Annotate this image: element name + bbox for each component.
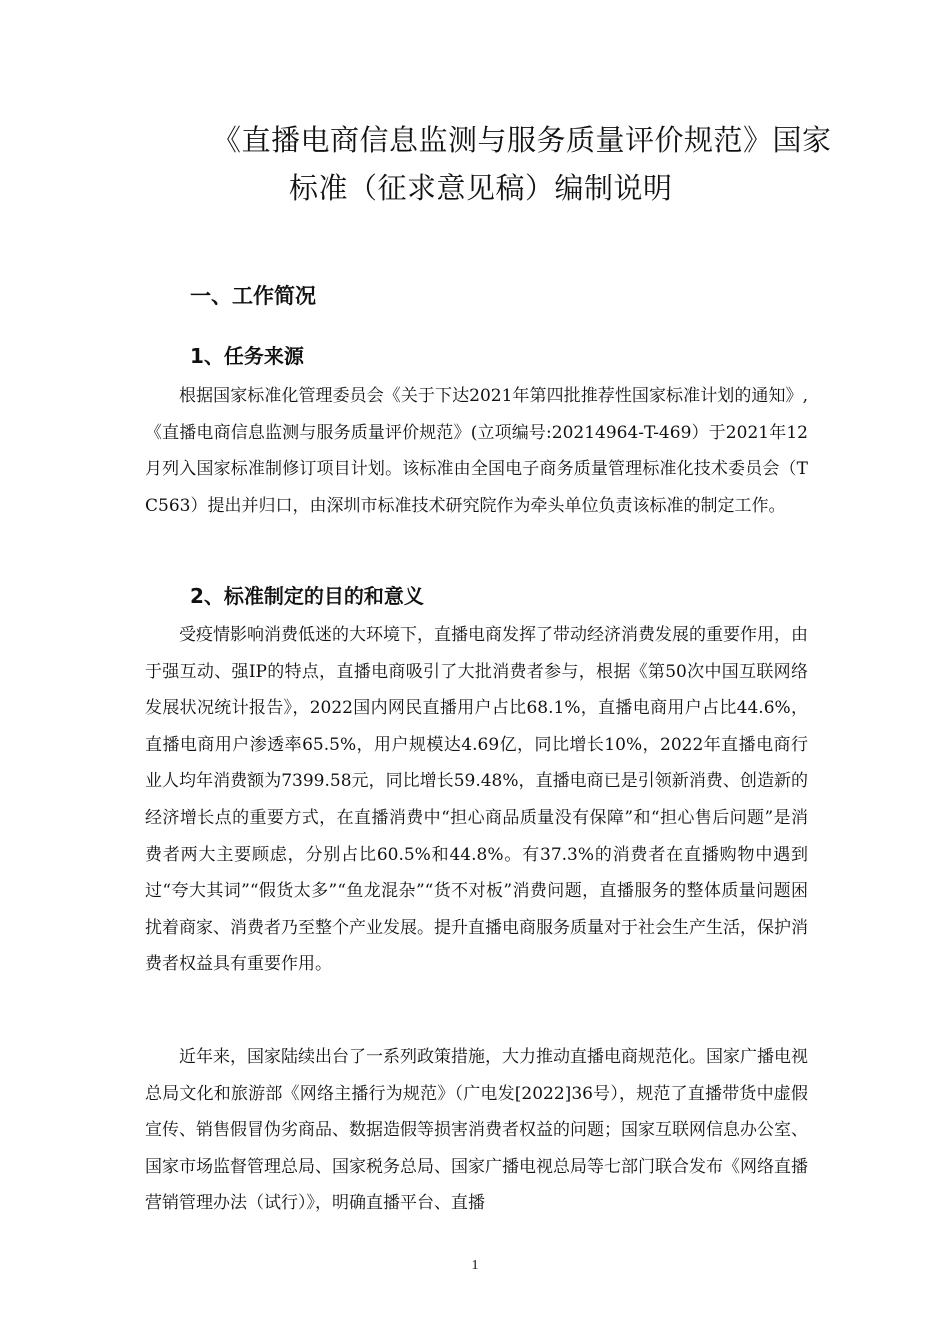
document-title-line-2: 标准（征求意见稿）编制说明 [289,171,673,205]
section-heading-work-overview: 一、工作简况 [190,284,316,308]
subsection-heading-purpose: 2、标准制定的目的和意义 [190,584,424,608]
subsection-heading-task-source: 1、任务来源 [190,344,304,368]
paragraph-policy: 近年来，国家陆续出台了一系列政策措施，大力推动直播电商规范化。国家广播电视总局文化和旅游部《网络主播行为规范》（广电发[2022]36号），规范了直播带货中虚假宣传、销售假冒伪劣商品、数据造假等损害消费者权益的问题；国家互联网信息办公室、国家市场监督管理总局、国家税务总局、国家广播电视总局等七部门联合发布《网络直播营销管理办法（试行）》，明确直播平台、直播 [145,1047,808,1214]
paragraph-purpose: 受疫情影响消费低迷的大环境下，直播电商发挥了带动经济消费发展的重要作用，由于强互动、强IP的特点，直播电商吸引了大批消费者参与，根据《第50次中国互联网络发展状况统计报告》，2022国内网民直播用户占比68.1%，直播电商用户占比44.6%，直播电商用户渗透率65.5%，用户规模达4.69亿，同比增长10%，2022年直播电商行业人均年消费额为7399.58元，同比增长59.48%，直播电商已是引领新消费、创造新的经济增长点的重要方式，在直播消费中“担心商品质量没有保障”和“担心售后问题”是消费者两大主要顾虑，分别占比60.5%和44.8%。有37.3%的消费者在直播购物中遇到过“夸大其词”“假货太多”“鱼龙混杂”“货不对板”消费问题，直播服务的整体质量问题困扰着商家、消费者乃至整个产业发展。提升直播电商服务质量对于社会生产生活，保护消费者权益具有重要作用。 [145,625,808,975]
document-title-line-1: 《直播电商信息监测与服务质量评价规范》国家 [212,123,832,157]
page-number: 1 [471,1258,479,1273]
paragraph-task-source: 根据国家标准化管理委员会《关于下达2021年第四批推荐性国家标准计划的通知》,《直播电商信息监测与服务质量评价规范》(立项编号:20214964-T-469）于2021年12月列入国家标准制修订项目计划。该标准由全国电子商务质量管理标准化技术委员会（TC563）提出并归口，由深圳市标准技术研究院作为牵头单位负责该标准的制定工作。 [145,386,808,516]
